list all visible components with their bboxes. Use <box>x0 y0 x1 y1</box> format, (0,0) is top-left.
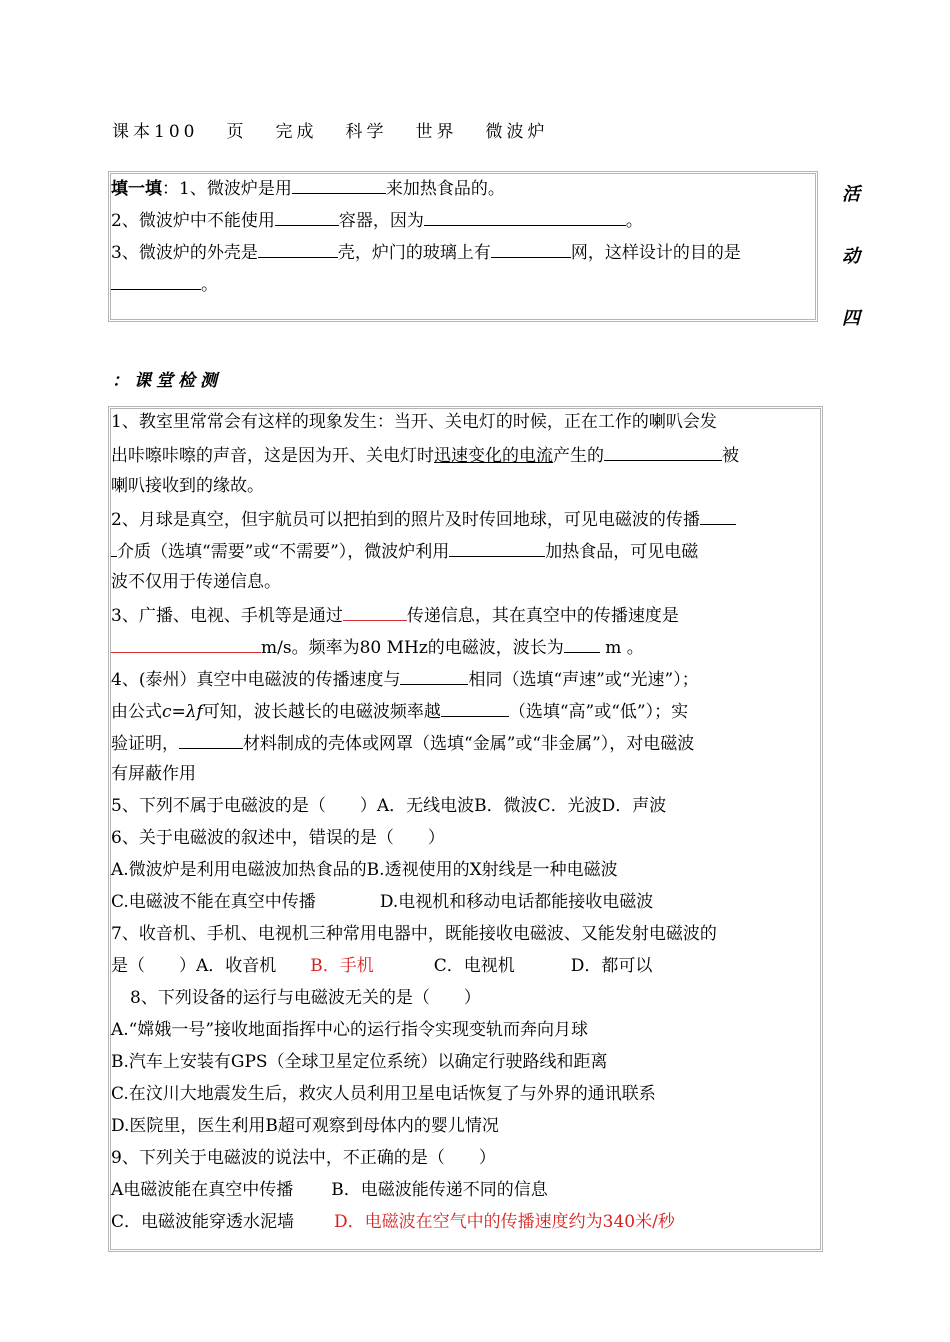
q6-option-d: D.电视机和移动电话都能接收电磁波 <box>379 892 654 912</box>
q9-option-cd <box>111 1212 675 1232</box>
answer-blank[interactable] <box>564 636 600 653</box>
answer-blank[interactable] <box>111 636 261 653</box>
q4-formula: c=λf <box>162 702 203 722</box>
answer-blank[interactable] <box>441 700 509 717</box>
answer-blank[interactable] <box>449 540 545 557</box>
q3-line-1 <box>111 604 679 626</box>
q-text: 产生的 <box>553 446 604 466</box>
q-text: m/s。频率为80 MHz的电磁波，波长为 <box>261 638 564 658</box>
fill-line-1 <box>111 177 505 199</box>
page-heading <box>112 117 576 142</box>
q1-line-1: 1、教室里常常会有这样的现象发生：当开、关电灯的时候，正在工作的喇叭会发 <box>111 412 717 432</box>
q-text: 材料制成的壳体或网罩（选填“金属”或“非金属”），对电磁波 <box>243 734 695 754</box>
q5-line: 5、下列不属于电磁波的是（ ）A．无线电波B．微波C．光波D．声波 <box>111 796 667 816</box>
fill-text: 2、微波炉中不能使用 <box>111 211 275 231</box>
q3-line-2 <box>111 636 644 658</box>
q-text: 3、广播、电视、手机等是通过 <box>111 606 343 626</box>
q8-option-c: C.在汶川大地震发生后，救灾人员利用卫星电话恢复了与外界的通讯联系 <box>111 1084 656 1104</box>
q-text: m 。 <box>605 638 644 658</box>
q7-line-1: 7、收音机、手机、电视机三种常用电器中，既能接收电磁波、又能发射电磁波的 <box>111 924 717 944</box>
heading-page-unit: 页 <box>226 122 248 142</box>
answer-blank[interactable] <box>424 209 626 226</box>
q-text: 传递信息，其在真空中的传播速度是 <box>406 606 679 626</box>
fill-in-label: 填一填 <box>111 179 162 199</box>
answer-blank[interactable] <box>400 668 468 685</box>
q9-option-c: C．电磁波能穿透水泥墙 <box>111 1212 295 1232</box>
q9-option-a: A电磁波能在真空中传播 <box>111 1180 294 1200</box>
fill-text: ：1、微波炉是用 <box>162 179 292 199</box>
q-text: （选填“高”或“低”）；实 <box>508 702 689 722</box>
side-char-1: 活 <box>842 184 860 205</box>
fill-text: 。 <box>201 275 218 295</box>
fill-text: 来加热食品的。 <box>385 179 505 199</box>
answer-blank[interactable] <box>275 209 339 226</box>
q4-line-1 <box>111 668 699 690</box>
heading-microwave: 微波炉 <box>485 122 549 142</box>
q9-line: 9、下列关于电磁波的说法中，不正确的是（ ） <box>111 1148 496 1168</box>
q2-line-1 <box>111 508 736 530</box>
heading-world: 世界 <box>415 122 458 142</box>
fill-line-4 <box>111 273 218 295</box>
answer-blank[interactable] <box>491 241 571 258</box>
q-text: 相同（选填“声速”或“光速”）； <box>468 670 699 690</box>
fill-text: 壳，炉门的玻璃上有 <box>337 243 491 263</box>
q1-line-2 <box>111 444 739 466</box>
fill-line-3 <box>111 241 741 263</box>
q-text: 4、(泰州）真空中电磁波的传播速度与 <box>111 670 401 690</box>
q1-line-3: 喇叭接收到的缘故。 <box>111 476 264 496</box>
q6-option-cd <box>111 892 653 912</box>
answer-blank[interactable] <box>604 444 722 461</box>
q2-line-3: 波不仅用于传递信息。 <box>111 572 281 592</box>
answer-blank[interactable] <box>179 732 243 749</box>
q7-option-c: C．电视机 <box>433 956 515 976</box>
q8-option-d: D.医院里，医生利用B超可观察到母体内的婴儿情况 <box>111 1116 499 1136</box>
q-text: 由公式 <box>111 702 162 722</box>
answer-blank[interactable] <box>111 273 201 290</box>
answer-blank[interactable] <box>292 177 386 194</box>
side-char-3: 四 <box>842 308 860 329</box>
side-char-2: 动 <box>842 246 860 267</box>
q-text: 加热食品，可见电磁 <box>545 542 699 562</box>
heading-science: 科学 <box>345 122 388 142</box>
q-text: 可知，波长越长的电磁波频率越 <box>202 702 441 722</box>
q-text: 被 <box>722 446 739 466</box>
q9-option-ab <box>111 1180 548 1200</box>
section-title: ：课堂检测 <box>112 371 222 391</box>
fill-text: 。 <box>625 211 643 231</box>
q8-option-b: B.汽车上安装有GPS（全球卫星定位系统）以确定行驶路线和距离 <box>111 1052 608 1072</box>
q7-option-d: D．都可以 <box>570 956 653 976</box>
q9-option-d: D．电磁波在空气中的传播速度约为340米/秒 <box>334 1212 675 1232</box>
q6-option-ab: A.微波炉是利用电磁波加热食品的B.透视使用的X射线是一种电磁波 <box>111 860 618 880</box>
answer-blank[interactable] <box>258 241 338 258</box>
q4-line-2 <box>111 700 688 722</box>
q-text: 验证明， <box>111 734 179 754</box>
q7-line-2 <box>111 956 652 976</box>
q4-line-4: 有屏蔽作用 <box>111 764 196 784</box>
fill-text: 容器，因为 <box>338 211 424 231</box>
answer-blank[interactable] <box>700 508 736 525</box>
q2-line-2 <box>111 540 698 562</box>
fill-line-2 <box>111 209 643 231</box>
q7-option-b: B．手机 <box>310 956 374 976</box>
q-underlined: 迅速变化的电流 <box>434 446 553 466</box>
q8-line: 8、下列设备的运行与电磁波无关的是（ ） <box>130 988 481 1008</box>
q-text: 2、月球是真空，但宇航员可以把拍到的照片及时传回地球，可见电磁波的传播 <box>111 510 700 530</box>
fill-text: 3、微波炉的外壳是 <box>111 243 258 263</box>
q4-line-3 <box>111 732 694 754</box>
q7-option-a: 是（ ）A．收音机 <box>111 956 277 976</box>
q9-option-b: B．电磁波能传递不同的信息 <box>331 1180 548 1200</box>
q-text: 介质（选填“需要”或“不需要”），微波炉利用 <box>117 542 450 562</box>
heading-page-number: 课本100 <box>112 122 199 142</box>
q8-option-a: A.“嫦娥一号”接收地面指挥中心的运行指令实现变轨而奔向月球 <box>111 1020 589 1040</box>
q-text: 出咔嚓咔嚓的声音，这是因为开、关电灯时 <box>111 446 434 466</box>
q6-line: 6、关于电磁波的叙述中，错误的是（ ） <box>111 828 445 848</box>
heading-complete: 完成 <box>275 122 318 142</box>
fill-text: 网，这样设计的目的是 <box>570 243 741 263</box>
q6-option-c: C.电磁波不能在真空中传播 <box>111 892 316 912</box>
answer-blank[interactable] <box>343 604 407 621</box>
